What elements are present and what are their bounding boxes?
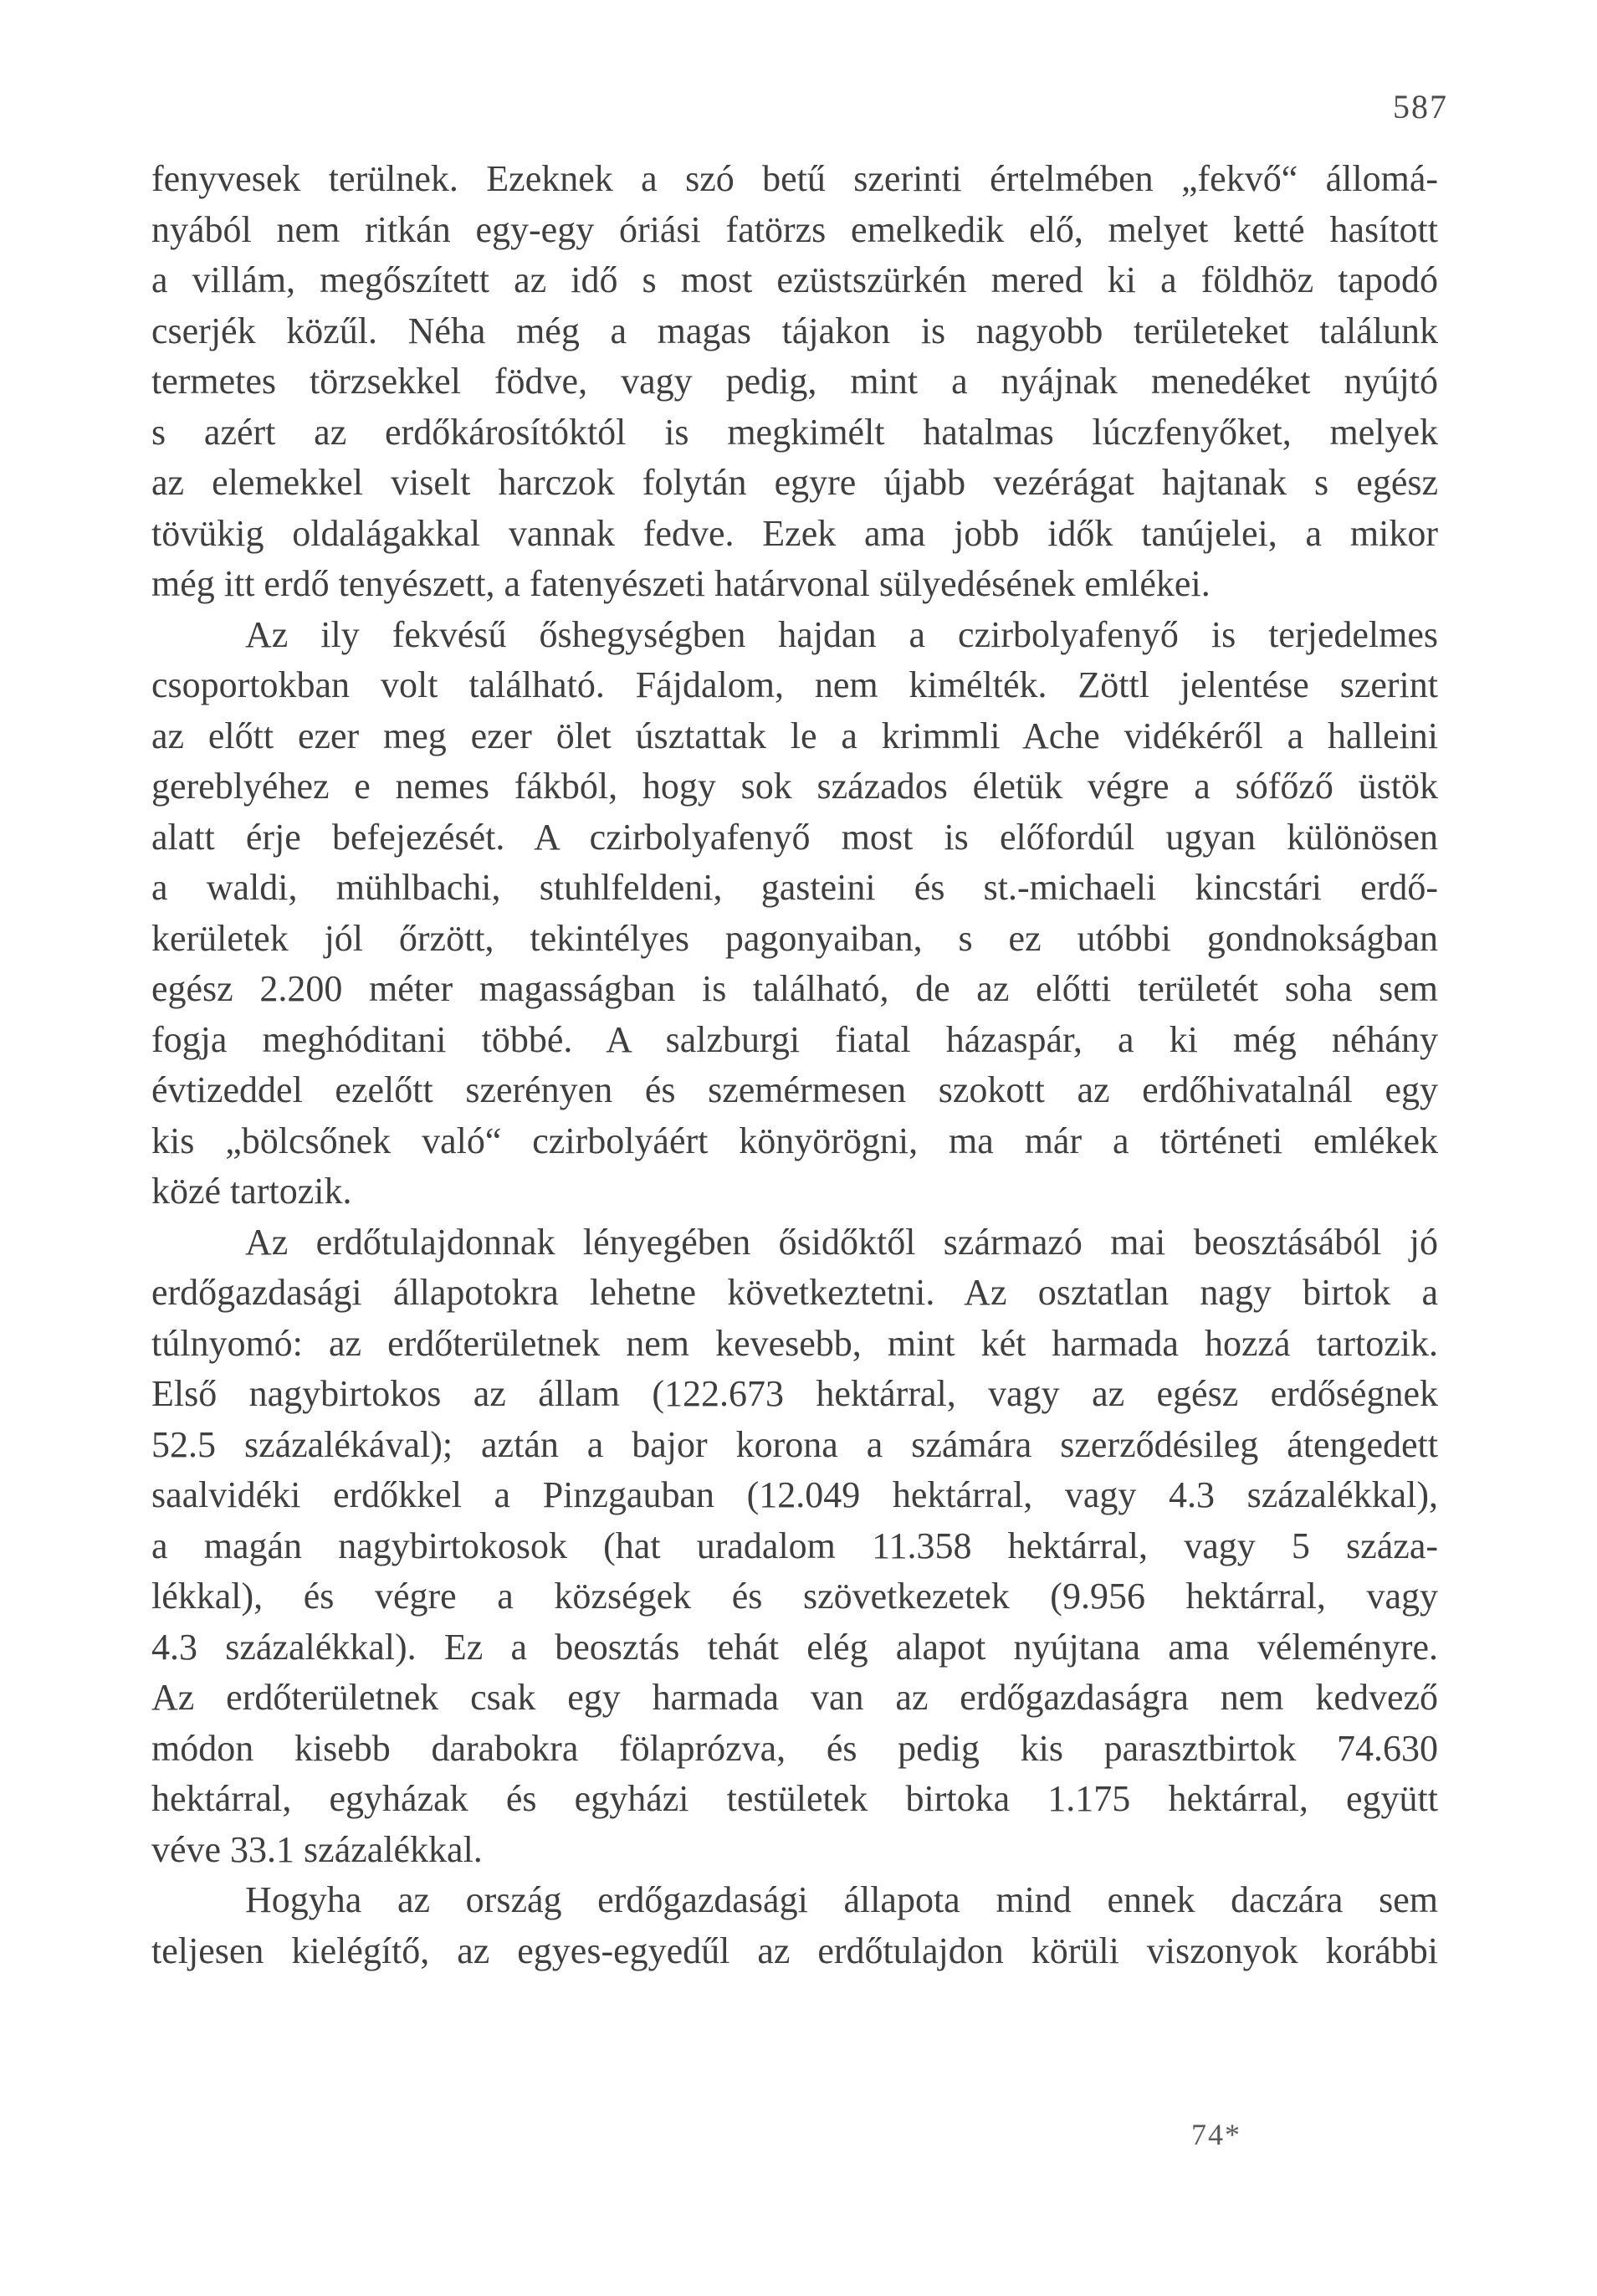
text-line: erdőgazdasági állapotokra lehetne következtetni. Az osztatlan nagy birtok a [151, 1272, 1438, 1313]
text-line: az elemekkel viselt harczok folytán egyre újabb vezérágat hajtanak s egész [151, 462, 1438, 503]
text-line: egész 2.200 méter magasságban is található, de az előtti területét soha sem [151, 968, 1438, 1009]
text-line: Az erdőtulajdonnak lényegében ősidőktől származó mai beosztásából jó [245, 1221, 1438, 1263]
text-line: teljesen kielégítő, az egyes-egyedűl az erdőtulajdon körüli viszonyok korábbi [151, 1930, 1438, 1971]
text-line: évtizeddel ezelőtt szerényen és szemérmesen szokott az erdőhivatalnál egy [151, 1069, 1438, 1110]
text-line: Hogyha az ország erdőgazdasági állapota mind ennek daczára sem [245, 1879, 1438, 1920]
text-line: kerületek jól őrzött, tekintélyes pagonyaiban, s ez utóbbi gondnokságban [151, 917, 1438, 959]
text-line: saalvidéki erdőkkel a Pinzgauban (12.049 hektárral, vagy 4.3 százalékkal), [151, 1474, 1438, 1515]
text-line: tövükig oldalágakkal vannak fedve. Ezek ama jobb idők tanújelei, a mikor [151, 512, 1438, 554]
printer-signature-mark: 74* [1191, 2118, 1241, 2151]
text-line: az előtt ezer meg ezer ölet úsztattak le a krimmli Ache vidékéről a halleini [151, 715, 1438, 756]
text-line: véve 33.1 százalékkal. [151, 1828, 483, 1870]
page-number: 587 [1393, 88, 1448, 126]
text-line: fenyvesek terülnek. Ezeknek a szó betű szerinti értelmében „fekvő“ állomá- [151, 158, 1438, 199]
text-line: kis „bölcsőnek való“ czirbolyáért könyörögni, ma már a történeti emlékek [151, 1120, 1438, 1161]
text-line: 52.5 százalékával); aztán a bajor korona a számára szerződésileg átengedett [151, 1423, 1438, 1465]
text-line: a waldi, mühlbachi, stuhlfeldeni, gasteini és st.-michaeli kincstári erdő- [151, 867, 1438, 908]
text-line: hektárral, egyházak és egyházi testületek birtoka 1.175 hektárral, együtt [151, 1778, 1438, 1819]
text-line: Az ily fekvésű őshegységben hajdan a czirbolyafenyő is terjedelmes [245, 613, 1438, 655]
text-line: cserjék közűl. Néha még a magas tájakon is nagyobb területeket találunk [151, 310, 1438, 351]
text-line: túlnyomó: az erdőterületnek nem kevesebb, mint két harmada hozzá tartozik. [151, 1322, 1438, 1364]
text-line: a villám, megőszített az idő s most ezüstszürkén mered ki a földhöz tapodó [151, 259, 1438, 300]
text-line: lékkal), és végre a községek és szövetkezetek (9.956 hektárral, vagy [151, 1576, 1438, 1617]
text-line: fogja meghóditani többé. A salzburgi fiatal házaspár, a ki még néhány [151, 1018, 1438, 1060]
body-text [151, 154, 1438, 1976]
text-line: módon kisebb darabokra fölaprózva, és pedig kis parasztbirtok 74.630 [151, 1727, 1438, 1769]
text-line: a magán nagybirtokosok (hat uradalom 11.358 hektárral, vagy 5 száza- [151, 1525, 1438, 1566]
text-line: s azért az erdőkárosítóktól is megkimélt hatalmas lúczfenyőket, melyek [151, 411, 1438, 453]
text-line: nyából nem ritkán egy-egy óriási fatörzs emelkedik elő, melyet ketté hasított [151, 208, 1438, 250]
text-line: Az erdőterületnek csak egy harmada van az erdőgazdaságra nem kedvező [151, 1677, 1438, 1718]
text-line: közé tartozik. [151, 1171, 352, 1212]
text-line: gereblyéhez e nemes fákból, hogy sok százados életük végre a sófőző üstök [151, 766, 1438, 807]
text-line: még itt erdő tenyészett, a fatenyészeti határvonal sülyedésének emlékei. [151, 563, 1211, 604]
text-line: 4.3 százalékkal). Ez a beosztás tehát elég alapot nyújtana ama véleményre. [151, 1626, 1438, 1668]
text-line: alatt érje befejezését. A czirbolyafenyő most is előfordúl ugyan különösen [151, 816, 1438, 858]
text-line: termetes törzsekkel födve, vagy pedig, mint a nyájnak menedéket nyújtó [151, 361, 1438, 402]
text-line: Első nagybirtokos az állam (122.673 hektárral, vagy az egész erdőségnek [151, 1373, 1438, 1414]
text-line: csoportokban volt található. Fájdalom, nem kimélték. Zöttl jelentése szerint [151, 664, 1438, 705]
